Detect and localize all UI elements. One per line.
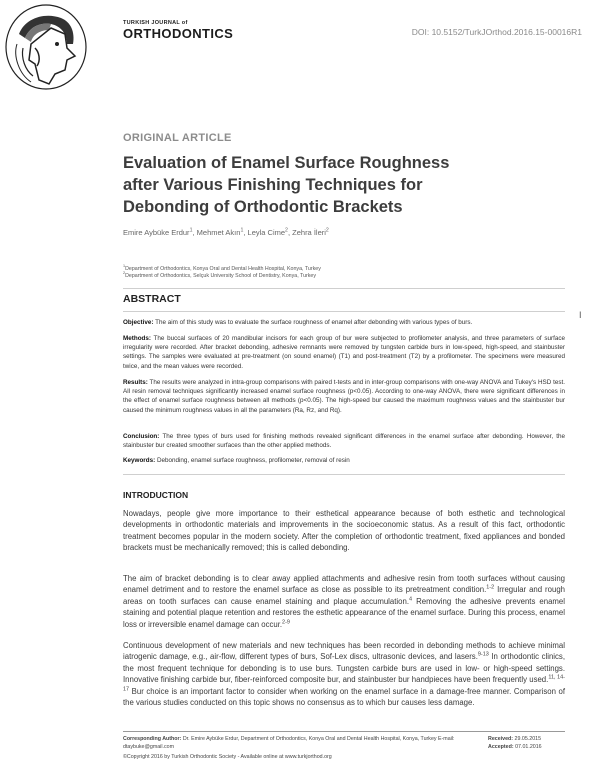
affiliation-text: Department of Orthodontics, Selçuk University School of Dentistry, Konya, Turkey	[125, 273, 317, 279]
divider	[123, 311, 565, 312]
author[interactable]: Mehmet Akın	[196, 228, 241, 237]
intro-paragraph: Nowadays, people give more importance to their esthetical appearance because of both esthetic and technological developments in orthodontic materials and improvements in the socioeconomic status. As a result of this fact, orthodontic treatment becomes popular in the modern society. After the completion of orthodontic treatment, fixed appliances and bonded brackets must be mechanically removed; this is called debonding.	[123, 509, 565, 553]
divider	[123, 288, 565, 289]
copyright: ©Copyright 2016 by Turkish Orthodontic Society - Available online at www.turkjorthod.org	[123, 754, 332, 760]
abstract-methods	[123, 334, 565, 371]
affiliation-number: 1	[123, 264, 126, 269]
intro-text: Irregular and rough areas on tooth surfaces can cause enamel staining and plaque accumulation.	[123, 585, 565, 606]
intro-text: The aim of bracket debonding is to clear away applied attachments and adhesive resin from tooth surfaces without causing enamel detriment and to restore the enamel surface as close as possible to its pretreatment condition.	[123, 574, 565, 595]
journal-name: ORTHODONTICS	[123, 26, 234, 41]
article-title: Evaluation of Enamel Surface Roughness after Various Finishing Techniques for Debonding of Orthodontic Brackets	[123, 154, 450, 216]
affiliation-number: 2	[123, 271, 126, 276]
intro-paragraph	[123, 640, 565, 708]
abstract-label: Keywords:	[123, 457, 156, 464]
abstract-text: The results were analyzed in intra-group comparisons with paired t-tests and in inter-group comparisons with one-way ANOVA and Tukey's HSD test. All resin removal techniques significantly increased enamel surface roughness (p<0.05). According to one-way ANOVA, there were significant differences in the effect of enamel surface roughness between all methods (p<0.05). The high-speed bur caused the maximum roughness values and the stainbuster bur caused the minimum roughness values in all the parameters (Ra, Rz, and Rq).	[123, 379, 565, 414]
author-affil-ref: 2	[285, 227, 288, 234]
abstract-results	[123, 378, 565, 415]
abstract-label: Methods:	[123, 335, 151, 342]
page-marker: I	[579, 310, 582, 320]
journal-logo	[5, 4, 87, 90]
abstract-conclusion	[123, 432, 565, 450]
affiliation-text: Department of Orthodontics, Konya Oral and Dental Health Hospital, Konya, Turkey	[125, 266, 321, 272]
citation[interactable]: 9-13	[477, 651, 489, 658]
abstract-label: Results:	[123, 379, 148, 386]
citation[interactable]: 2-9	[282, 619, 290, 626]
doi[interactable]: DOI: 10.5152/TurkJOrthod.2016.15-00016R1	[411, 27, 582, 37]
intro-text: In orthodontic clinics, the most frequent technique for debonding is to use burs. Tungsten carbide burs are used in low- or high-speed settings. Innovative finishing carbide bur, fiber-reinforced composite bur, and stainbuster bur handpieces have been frequently used.	[123, 652, 565, 685]
received-label: Received:	[488, 736, 514, 742]
author-affil-ref: 1	[240, 227, 244, 234]
accepted-label: Accepted:	[488, 744, 514, 750]
author-affil-ref: 2	[325, 227, 329, 234]
corresponding-author	[123, 735, 463, 751]
corr-label: Corresponding Author:	[123, 736, 182, 742]
keywords-text: Debonding, enamel surface roughness, profilometer, removal of resin	[156, 457, 350, 464]
author-list: Emire Aybüke Erdur$^1$, Mehmet Akın$^1$, Leyla Cime$^2$, Zehra İleri$^2$	[123, 227, 329, 237]
abstract-text: The three types of burs used for finishing methods revealed significant differences in the enamel surface after debonding. However, the stainbuster bur created smoother surfaces than the other applied methods.	[123, 433, 565, 450]
journal-name-small: TURKISH JOURNAL of	[123, 20, 188, 26]
affiliation	[123, 266, 321, 272]
abstract-objective	[123, 318, 565, 327]
author[interactable]: Leyla Cime	[247, 228, 286, 237]
accepted-value: 07.01.2016	[515, 744, 542, 750]
intro-paragraph	[123, 573, 565, 630]
abstract-label: Conclusion:	[123, 433, 160, 440]
article-type: ORIGINAL ARTICLE	[123, 132, 232, 144]
intro-text: Continuous development of new materials and new techniques has been recorded in debonding methods to achieve minimal iatrogenic damage, e.g., air-flow, different types of burs, Sof-Lex discs, ultrasonic devices, and lasers.	[123, 641, 565, 662]
author[interactable]: Zehra İleri	[292, 228, 326, 237]
divider	[123, 474, 565, 475]
citation[interactable]: 4	[409, 596, 413, 603]
intro-text: Bur choice is an important factor to consider when working on the enamel surface in a damage-free manner. Comparison of the various studies conducted on this topic shows no consensus as to which bur causes less damage.	[123, 686, 565, 708]
divider	[123, 731, 565, 732]
received-date	[488, 735, 568, 743]
citation[interactable]: 1-2	[486, 584, 495, 591]
received-value: 29.05.2015	[514, 736, 542, 742]
affiliation	[123, 273, 316, 279]
keywords	[123, 456, 565, 465]
corr-text: Dr. Emire Aybüke Erdur, Department of Orthodontics, Konya Oral and Dental Health Hospital, Konya, Turkey E-mail: dtaybuke@gmail.com	[123, 736, 455, 750]
intro-text: Removing the adhesive prevents enamel staining and potential plaque retention and restores the esthetic appearance of the enamel surface. During this process, enamel loss or irreversible enamel damage can occur.	[123, 596, 565, 629]
author[interactable]: Emire Aybüke Erdur	[123, 228, 190, 237]
citation[interactable]: 11, 14-17	[123, 674, 565, 693]
author-affil-ref: 1	[189, 227, 193, 234]
abstract-text: The buccal surfaces of 20 mandibular incisors for each group of bur were subjected to profilometer analysis, and three parameters of surface irregularity were recorded. After bracket debonding, adhesive remnants were removed by tungsten carbide burs in low-speed, high-speed, and stainbuster settings. The samples were evaluated at pre-treatment (on sound enamel) (T1) and post-treatment (T2) by a profilometer. The specimens were measured twice, and the mean values were recorded.	[123, 335, 565, 370]
abstract-text: The aim of this study was to evaluate the surface roughness of enamel after debonding with various types of burs.	[155, 319, 473, 326]
introduction-heading: INTRODUCTION	[123, 490, 189, 500]
accepted-date	[488, 743, 568, 751]
abstract-label: Objective:	[123, 319, 154, 326]
abstract-heading: ABSTRACT	[123, 293, 181, 305]
